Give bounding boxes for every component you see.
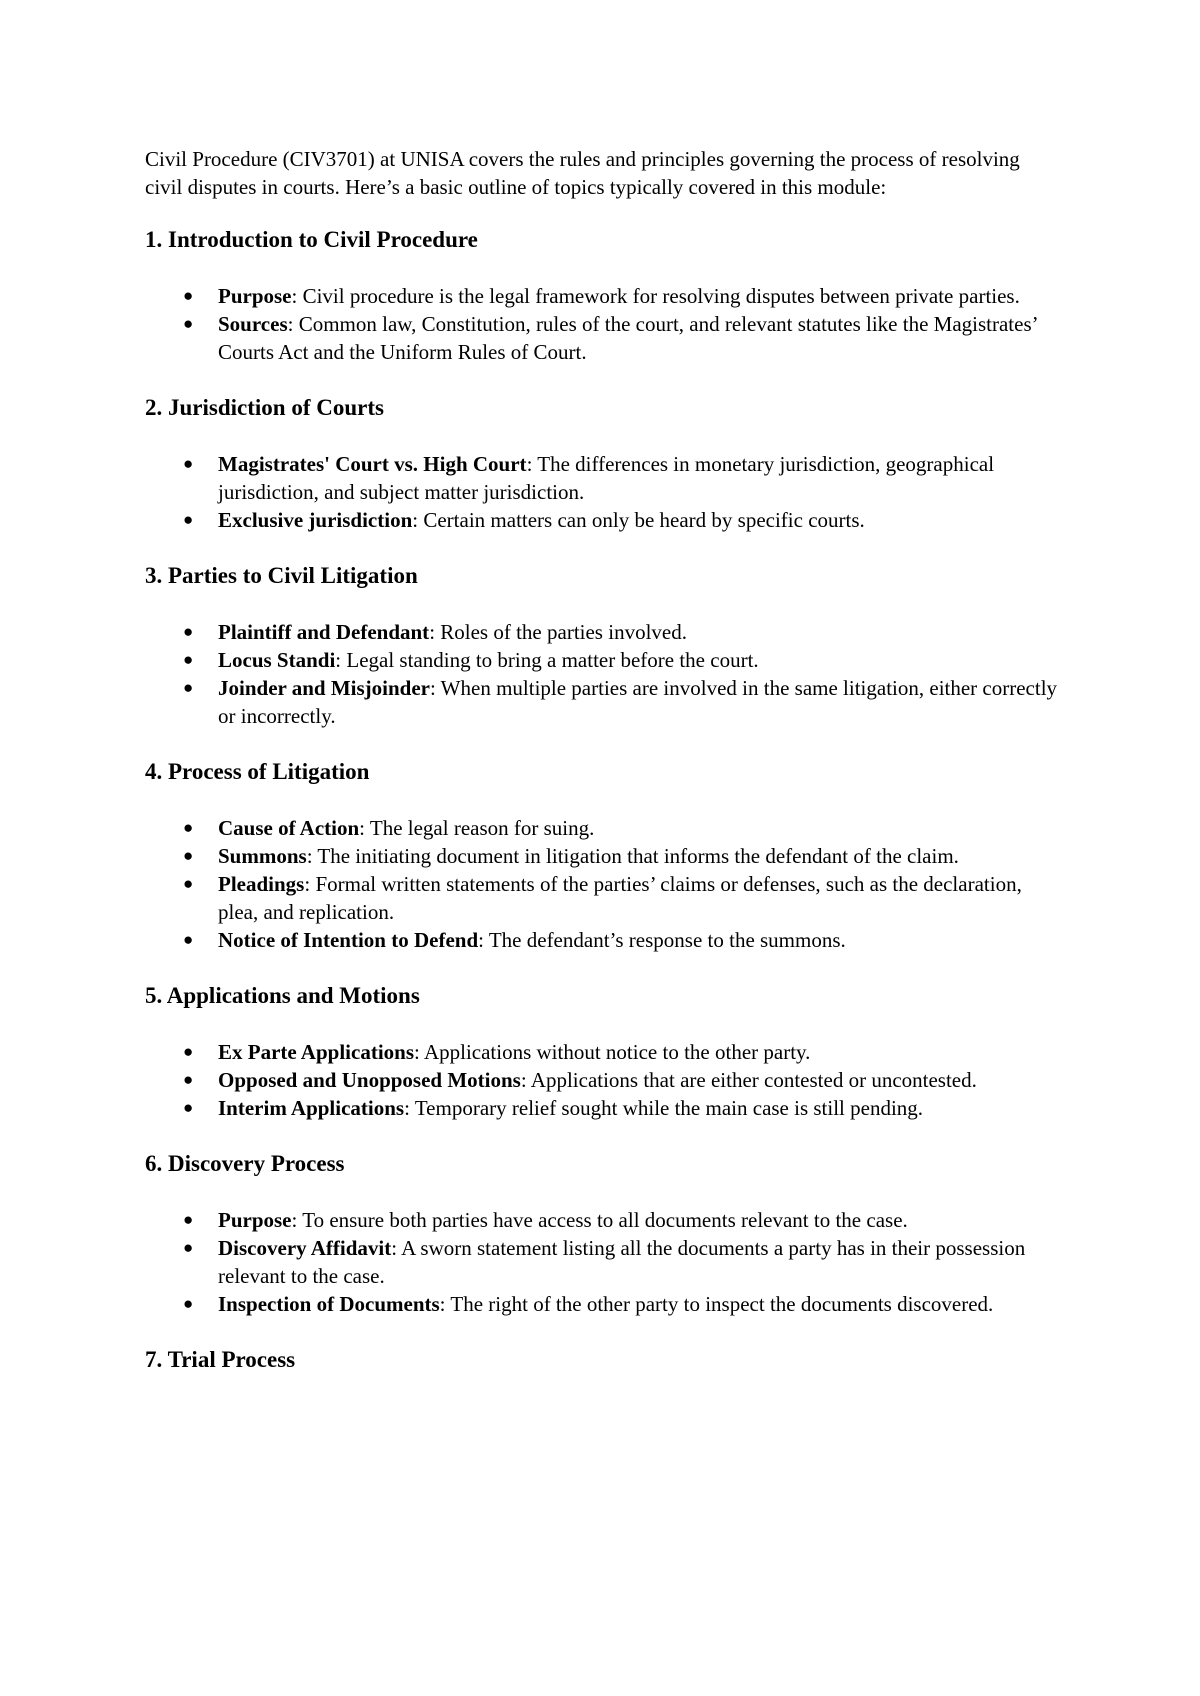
item-description: : Legal standing to bring a matter before the court. [335, 648, 759, 672]
bullet-icon: ● [183, 678, 194, 697]
bullet-list [145, 1038, 1060, 1122]
list-item [145, 1234, 1060, 1290]
list-item [145, 870, 1060, 926]
list-item [145, 646, 1060, 674]
sections-container [145, 225, 1060, 1375]
item-description: : The right of the other party to inspect the documents discovered. [439, 1292, 994, 1316]
bullet-icon: ● [183, 454, 194, 473]
item-term: Discovery Affidavit [218, 1236, 392, 1260]
item-term: Cause of Action [218, 816, 360, 840]
section-5 [145, 981, 1060, 1122]
item-term: Purpose [218, 1208, 292, 1232]
list-item [145, 1038, 1060, 1066]
item-description: : When multiple parties are involved in the same litigation, either correctly or incorrectly. [218, 676, 1058, 728]
list-item [145, 1206, 1060, 1234]
item-description: : Applications that are either contested or uncontested. [520, 1068, 977, 1092]
bullet-icon: ● [183, 1294, 194, 1313]
bullet-icon: ● [183, 930, 194, 949]
item-term: Notice of Intention to Defend [218, 928, 479, 952]
bullet-list [145, 618, 1060, 730]
list-item [145, 842, 1060, 870]
bullet-icon: ● [183, 1042, 194, 1061]
bullet-list [145, 282, 1060, 366]
bullet-icon: ● [183, 1210, 194, 1229]
list-item [145, 674, 1060, 730]
item-description: : Temporary relief sought while the main case is still pending. [404, 1096, 924, 1120]
document-page [145, 145, 1060, 1402]
section-heading: 5. Applications and Motions [145, 983, 420, 1008]
section-1 [145, 225, 1060, 366]
item-term: Magistrates' Court vs. High Court [218, 452, 527, 476]
section-6 [145, 1149, 1060, 1318]
list-item [145, 1094, 1060, 1122]
bullet-list [145, 814, 1060, 954]
item-term: Sources [218, 312, 288, 336]
list-item [145, 1066, 1060, 1094]
section-heading: 3. Parties to Civil Litigation [145, 563, 418, 588]
item-description: : Certain matters can only be heard by specific courts. [412, 508, 865, 532]
item-term: Opposed and Unopposed Motions [218, 1068, 521, 1092]
item-description: : Formal written statements of the parties’ claims or defenses, such as the declaration, plea, and replication. [218, 872, 1022, 924]
section-heading: 2. Jurisdiction of Courts [145, 395, 384, 420]
bullet-icon: ● [183, 1070, 194, 1089]
list-item [145, 926, 1060, 954]
section-heading: 1. Introduction to Civil Procedure [145, 227, 478, 252]
item-description: : To ensure both parties have access to all documents relevant to the case. [291, 1208, 908, 1232]
item-description: : The differences in monetary jurisdiction, geographical jurisdiction, and subject matter jurisdiction. [218, 452, 995, 504]
section-heading: 6. Discovery Process [145, 1151, 345, 1176]
item-term: Locus Standi [218, 648, 336, 672]
bullet-icon: ● [183, 818, 194, 837]
bullet-icon: ● [183, 622, 194, 641]
item-description: : Common law, Constitution, rules of the court, and relevant statutes like the Magistrates’ Courts Act and the Uniform Rules of Court. [218, 312, 1038, 364]
bullet-list [145, 1206, 1060, 1318]
list-item [145, 450, 1060, 506]
list-item [145, 1290, 1060, 1318]
section-3 [145, 561, 1060, 730]
section-heading: 4. Process of Litigation [145, 759, 370, 784]
bullet-icon: ● [183, 650, 194, 669]
list-item [145, 506, 1060, 534]
list-item [145, 282, 1060, 310]
item-term: Purpose [218, 284, 292, 308]
item-term: Interim Applications [218, 1096, 405, 1120]
item-term: Ex Parte Applications [218, 1040, 415, 1064]
bullet-icon: ● [183, 510, 194, 529]
item-term: Pleadings [218, 872, 305, 896]
list-item [145, 618, 1060, 646]
section-4 [145, 757, 1060, 954]
item-term: Summons [218, 844, 307, 868]
section-7 [145, 1345, 1060, 1375]
item-description: : Civil procedure is the legal framework for resolving disputes between private parties. [291, 284, 1020, 308]
bullet-icon: ● [183, 846, 194, 865]
item-description: : A sworn statement listing all the documents a party has in their possession relevant to the case. [218, 1236, 1026, 1288]
item-description: : The defendant’s response to the summons. [478, 928, 846, 952]
item-term: Exclusive jurisdiction [218, 508, 413, 532]
item-term: Plaintiff and Defendant [218, 620, 430, 644]
section-2 [145, 393, 1060, 534]
list-item [145, 310, 1060, 366]
item-description: : The legal reason for suing. [359, 816, 595, 840]
item-description: : Roles of the parties involved. [429, 620, 687, 644]
intro-paragraph: Civil Procedure (CIV3701) at UNISA covers the rules and principles governing the process of resolving civil disputes in courts. Here’s a basic outline of topics typically covered in this module: [145, 147, 1020, 199]
bullet-icon: ● [183, 314, 194, 333]
item-term: Joinder and Misjoinder [218, 676, 430, 700]
bullet-icon: ● [183, 1238, 194, 1257]
item-description: : The initiating document in litigation that informs the defendant of the claim. [306, 844, 959, 868]
bullet-icon: ● [183, 1098, 194, 1117]
section-heading: 7. Trial Process [145, 1347, 296, 1372]
bullet-list [145, 450, 1060, 534]
bullet-icon: ● [183, 286, 194, 305]
bullet-icon: ● [183, 874, 194, 893]
list-item [145, 814, 1060, 842]
item-term: Inspection of Documents [218, 1292, 440, 1316]
item-description: : Applications without notice to the other party. [414, 1040, 811, 1064]
